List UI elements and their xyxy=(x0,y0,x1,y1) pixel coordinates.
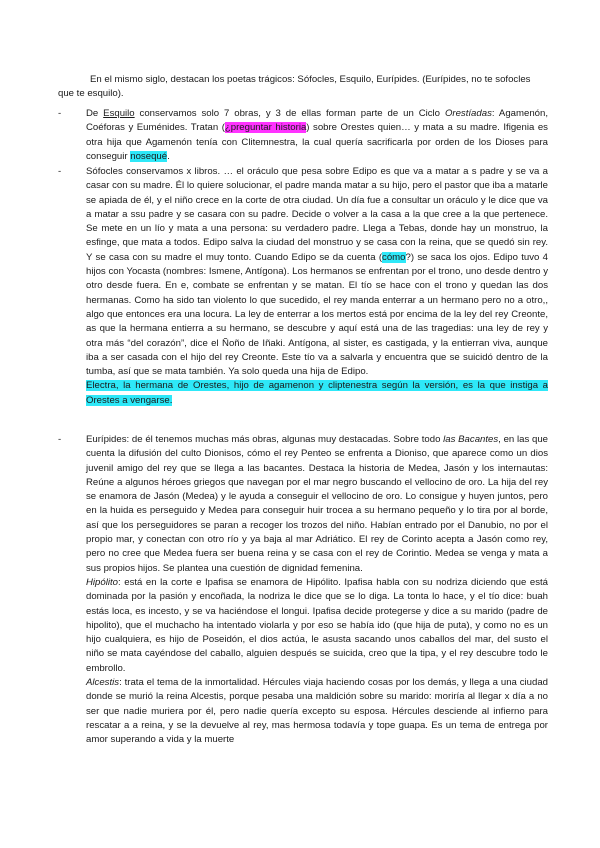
sofocles-paragraph: Sófocles conservamos x libros. … el oráculo que pesa sobre Edipo es que va a matar a s padre y se va a casar con su madre. Él lo quiere solucionar, el padre manda matar a su hijo, pero el pastor que iba a matarle se apiada de él, y el niño crece en la corte de otra ciudad. Un día fue a consultar un oráculo y le dice que va a matar a ssu padre y se casara con su padre. Decide o volver a la casa a la que cree a la que pertenece. Se mete en un lío y mata a una persona: su verdadero padre. Llega a Tebas, donde hay un monstruo, la esfinge, que mata a todos. Edipo salva la ciudad del monstruo y se casa con la reina, que se quedó sin rey. Y se casa con su madre el muy tonto. Cuando Edipo se da cuenta (cómo?) se saca los ojos. Edipo tuvo 4 hijos con Yocasta (nombres: Ismene, Antígona). Los hermanos se enfrentan por el trono, uno desde dentro y otro desde fuera. En e, combate se enfrentan y se matan. El tío se hace con el trono y quedan las dos hermanas. Como ha sido tan violento lo que sucedido, el rey manda enterrar a un hermano pero no a otro,, algo que entonces era una locura. La ley de enterrar a los mertos está por encima de la ley del rey Creonte, as que la hermana entierra a su hermano, se descubre y aquí está una de las tragedias: una ley de rey y otra más “del corazón”, dice el Ñoño de Iñaki. Antígona, al sister, es castigada, y la entierran viva, aunque iba a ser casada con el hijo del rey Creonte. Este tío va a salvarla y encuentra que se suicidó dentro de la tumba, así que se mata también. Ya solo queda una hija de Edipo. xyxy=(86,166,548,378)
highlight-cyan: Electra, la hermana de Orestes, hijo de agamenon y cliptenestra según la versión, es la que instiga a Orestes a vengarse. xyxy=(86,380,548,406)
hipolito-paragraph: Hipólito: está en la corte e Ipafisa se enamora de Hipólito. Ipafisa habla con su nodriza diciendo que está dominada por la pasión y encoñada, la nodriza le dice que se lo diga. La tonta lo hace, y el tío dice: buah estás loca, es incesto, y se va haciéndose el longui. Ipafisa decide protegerse y dice a su marido (padre de hipolito), que el muchacho ha intentado violarla y por eso se había ido (que hija de puta), y como no es un hijo cualquiera, es hijo de Poseidón, el dios actúa, le asusta sacando unos caballos del mar, del susto el niño se mata cayéndose del caballo, alguien después se suicida, creo que la tipa, y el rey descubre todo le embrollo. xyxy=(86,576,548,674)
bullet-dash: - xyxy=(58,166,62,177)
esquilo-name: Esquilo xyxy=(103,108,135,119)
bullet-dash: - xyxy=(58,434,62,445)
alcestis-paragraph: Alcestis: trata el tema de la inmortalidad. Hércules viaja haciendo cosas por los demás, y llega a una ciudad donde se murió la reina Alcestis, porque pesaba una maldición sobre su marido: moriría al llegar x día a no ser que nadie muriera por él, pero nadie quería excepto su esposa. Hércules desciende al infierno para rescatar a a reina, y se la devuelve al rey, mas hermosa todavía y tope guapa. Es un tema de entrega por amor superando a vida y la muerte xyxy=(86,677,548,746)
highlight-cyan: cómo xyxy=(382,251,406,263)
esquilo-paragraph: De Esquilo conservamos solo 7 obras, y 3 de ellas forman parte de un Ciclo Orestíadas: Agamenón, Coéforas y Euménides. Tratan (¿preguntar historia) sobre Orestes quien… y mata a su madre. Ifigenia es otra hija que Agamenón tenía con Clitemnestra, la cual quería sacrificarla por orden de los Dioses para conseguir nosequé. xyxy=(86,108,548,162)
euripides-paragraph: Eurípides: de él tenemos muchas más obras, algunas muy destacadas. Sobre todo las Bacantes, en las que cuenta la difusión del culto Dionisos, cómo el rey Penteo se enfrenta a Dioniso, que aparece como un dios juvenil amigo del rey que se llega a las bacantes. Destaca la historia de Medea, Jasón y los internautas: Reúne a algunos héroes griegos que navegan por el mar negro buscando el vellocino de oro. La hija del rey se enamora de Jasón (Medea) y le ayuda a conseguir el vellocino de oro. Lo consigue y huyen juntos, pero en la huida es perseguido y Medea para conseguir huir trocea a su hermano pequeño y lo tira por al borde, así que los perseguidores se paran a recoger los trozos del niño. Habían entrado por el Danubio, no por el propio mar, y conectan con otro río y ya baja al mar Adriático. El rey de Corinto acepta a Jasón como rey, pero no cree que Medea fuera ser buena reina y se casa con el rey de Corintio. Medea se venga y mata a sus propios hijos. Se plantea una cuestión de dignidad femenina. xyxy=(86,434,549,574)
work-title: las Bacantes xyxy=(443,434,499,445)
highlight-magenta: ¿preguntar historia xyxy=(224,122,307,134)
bullet-dash: - xyxy=(58,108,62,119)
work-title: Hipólito xyxy=(86,576,118,588)
list-item-sofocles xyxy=(58,165,548,408)
highlight-cyan: nosequé xyxy=(130,150,168,162)
intro-paragraph: En el mismo siglo, destacan los poetas trágicos: Sófocles, Esquilo, Eurípides. (Eurípides, no te sofocles que te esquilo). xyxy=(58,74,531,100)
sofocles-highlighted-note xyxy=(86,379,548,408)
list-item-euripides xyxy=(58,433,548,748)
list-item-esquilo xyxy=(58,107,548,164)
work-title: Orestíadas xyxy=(444,108,492,119)
work-title: Alcestis xyxy=(86,677,120,689)
